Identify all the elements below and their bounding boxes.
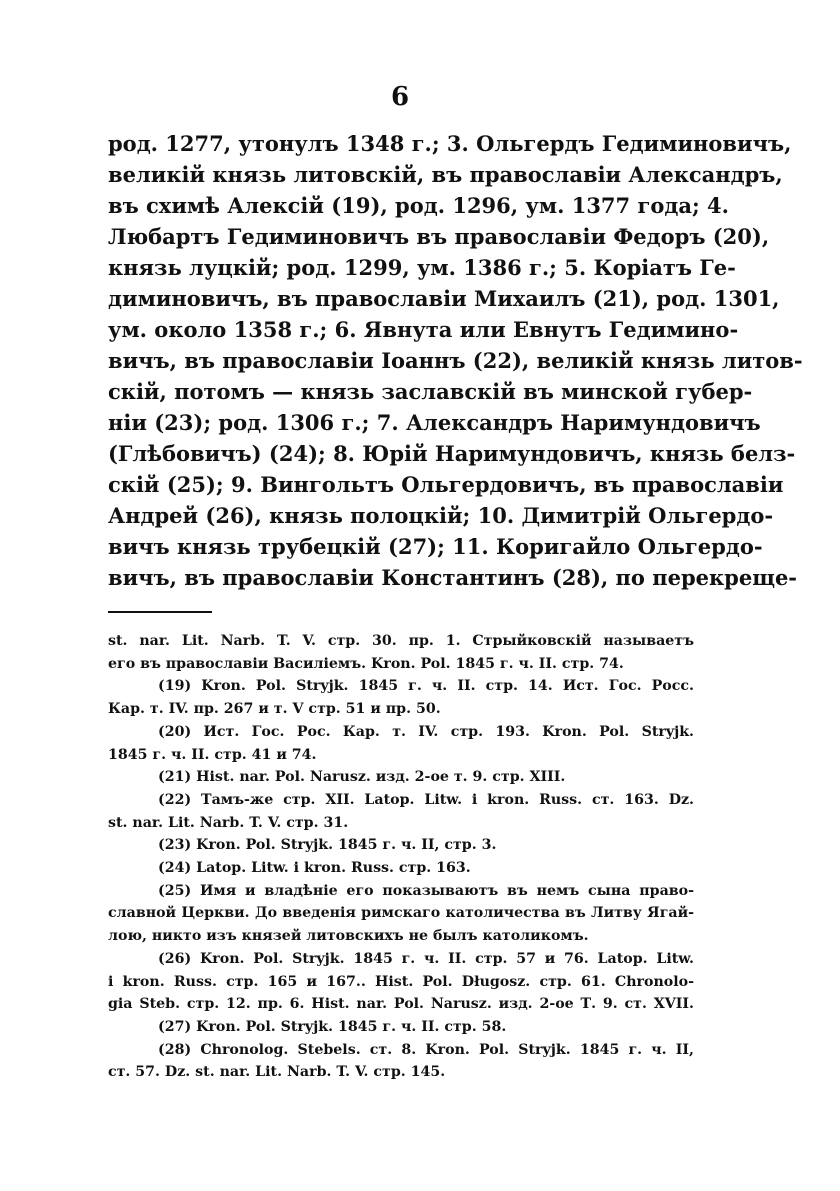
footnote-line: i kron. Russ. стр. 165 и 167.. Hist. Pol. Długosz. стр. 61. Chronolo- <box>108 973 694 990</box>
text-line: въ схимѣ Алексій (19), род. 1296, ум. 1377 года; 4. <box>108 193 729 218</box>
footnote-line: его въ православіи Василіемъ. Kron. Pol. 1845 г. ч. II. стр. 74. <box>108 655 624 672</box>
text-line: вичъ, въ православіи Іоаннъ (22), великій князь литов- <box>108 348 803 373</box>
text-line: ніи (23); род. 1306 г.; 7. Александръ Наримундовичъ <box>108 410 761 435</box>
text-line: вичъ, въ православіи Константинъ (28), по перекреще- <box>108 565 798 590</box>
text-line: (Глѣбовичъ) (24); 8. Юрій Наримундовичъ, князь белз- <box>108 441 796 466</box>
footnote-line: ст. 57. Dz. st. nar. Lit. Narb. T. V. стр. 145. <box>108 1064 446 1081</box>
text-line: князь луцкій; род. 1299, ум. 1386 г.; 5. Коріатъ Ге- <box>108 255 736 280</box>
text-line: Любартъ Гедиминовичъ въ православіи Федоръ (20), <box>108 224 770 249</box>
text-line: ум. около 1358 г.; 6. Явнута или Евнутъ Гедимино- <box>108 317 739 342</box>
footnote-line: лою, никто изъ князей литовскихъ не былъ католикомъ. <box>108 928 589 945</box>
footnote-line: (19) Kron. Pol. Stryjk. 1845 г. ч. II. стр. 14. Ист. Гос. Росс. <box>158 678 694 695</box>
footnote-line: (24) Latop. Litw. i kron. Russ. стр. 163. <box>158 860 471 877</box>
footnotes <box>108 630 694 1084</box>
text-line: род. 1277, утонулъ 1348 г.; 3. Ольгердъ Гедиминовичъ, <box>108 131 792 156</box>
footnote-line: (26) Kron. Pol. Stryjk. 1845 г. ч. II. стр. 57 и 76. Latop. Litw. <box>158 950 694 967</box>
text-line: скій (25); 9. Вингольтъ Ольгердовичъ, въ православіи <box>108 472 784 497</box>
footnote-line: (23) Kron. Pol. Stryjk. 1845 г. ч. II, стр. 3. <box>158 837 497 854</box>
footnote-line: (22) Тамъ-же стр. XII. Latop. Litw. i kron. Russ. ст. 163. Dz. <box>158 791 694 808</box>
footnote-line: 1845 г. ч. II. стр. 41 и 74. <box>108 746 317 763</box>
footnote-line: славной Церкви. До введенія римскаго католичества въ Литву Ягай- <box>108 905 694 922</box>
footnote-line: (21) Hist. nar. Pol. Narusz. изд. 2-ое т. 9. стр. XIII. <box>158 769 566 786</box>
text-line: великій князь литовскій, въ православіи Александръ, <box>108 162 783 187</box>
page-number: 6 <box>390 82 410 112</box>
main-text <box>108 128 803 593</box>
text-line: Андрей (26), князь полоцкій; 10. Димитрій Ольгердо- <box>108 503 774 528</box>
footnote-line: gia Steb. стр. 12. пр. 6. Hist. nar. Pol. Narusz. изд. 2-ое Т. 9. ст. XVII. <box>108 996 694 1013</box>
text-line: диминовичъ, въ православіи Михаилъ (21), род. 1301, <box>108 286 780 311</box>
footnote-line: (20) Ист. Гос. Рос. Кар. т. IV. стр. 193. Kron. Pol. Stryjk. <box>158 723 694 740</box>
text-line: скій, потомъ — князь заславскій въ минской губер- <box>108 379 753 404</box>
footnote-line: st. nar. Lit. Narb. T. V. стр. 31. <box>108 814 349 831</box>
footnote-line: st. nar. Lit. Narb. T. V. стр. 30. пр. 1. Стрыйковскій называетъ <box>108 633 694 649</box>
footnote-divider <box>108 611 212 613</box>
footnote-line: (27) Kron. Pol. Stryjk. 1845 г. ч. II. стр. 58. <box>158 1018 507 1035</box>
footnote-line: (25) Имя и владѣніе его показываютъ въ немъ сына право- <box>158 882 694 899</box>
text-line: вичъ князь трубецкій (27); 11. Коригайло Ольгердо- <box>108 534 763 559</box>
footnote-line: (28) Chronolog. Stebels. ст. 8. Kron. Pol. Stryjk. 1845 г. ч. II, <box>158 1041 694 1058</box>
footnote-line: Кар. т. IV. пр. 267 и т. V стр. 51 и пр. 50. <box>108 701 441 718</box>
